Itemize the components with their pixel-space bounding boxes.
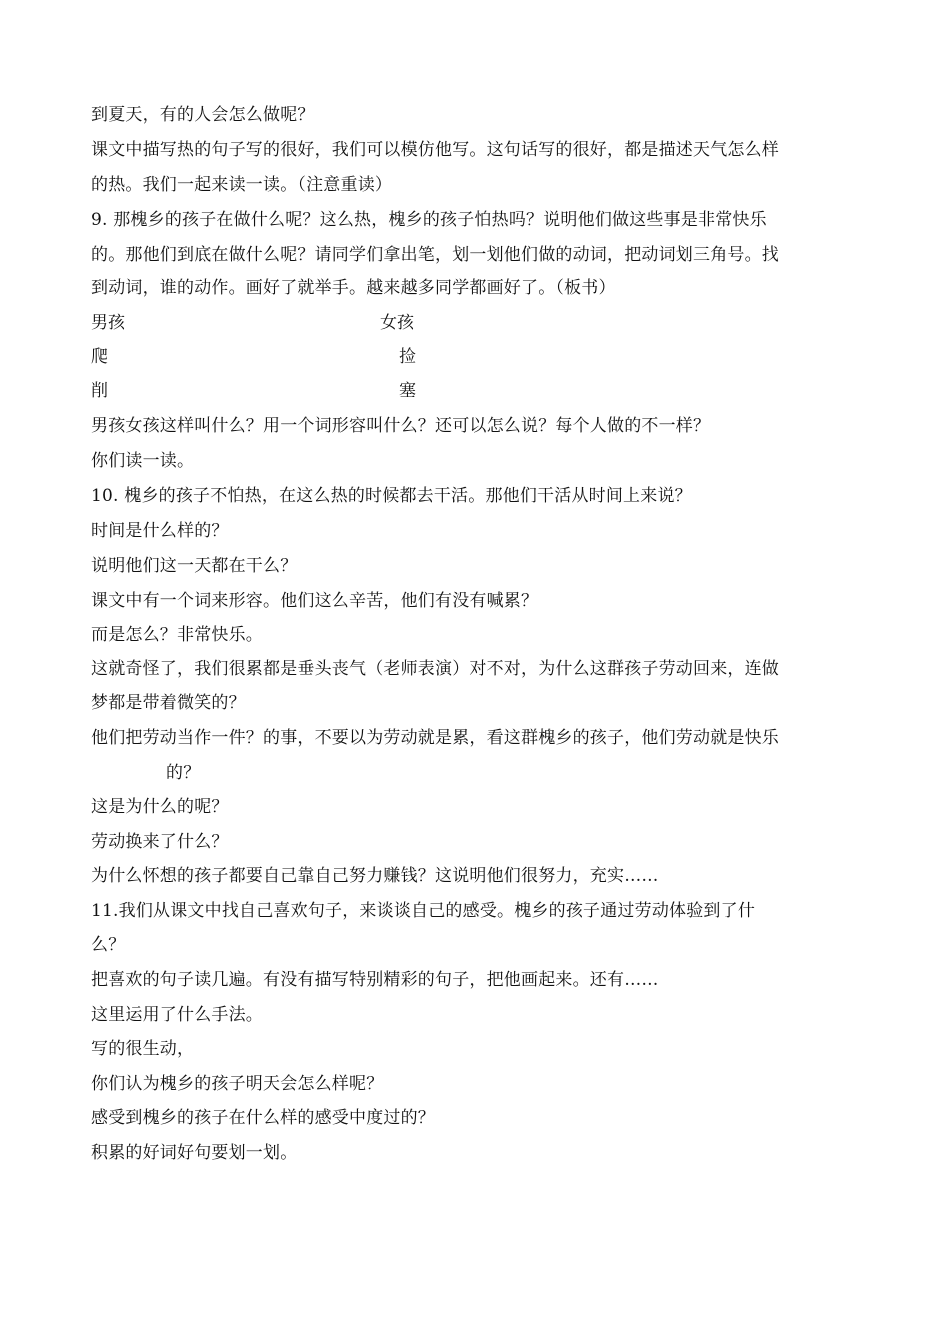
text-line: 10. 槐乡的孩子不怕热，在这么热的时候都去干活。那他们干活从时间上来说？ bbox=[91, 486, 692, 506]
text-line: 这里运用了什么手法。 bbox=[91, 1005, 263, 1025]
text-line: 你们认为槐乡的孩子明天会怎么样呢？ bbox=[91, 1074, 384, 1094]
text-line: 9. 那槐乡的孩子在做什么呢？这么热，槐乡的孩子怕热吗？说明他们做这些事是非常快乐 bbox=[91, 210, 767, 230]
text-line: 11.我们从课文中找自己喜欢句子，来谈谈自己的感受。槐乡的孩子通过劳动体验到了什 bbox=[91, 901, 756, 921]
board-verb-boy: 爬 bbox=[91, 347, 108, 367]
text-line: 而是怎么？非常快乐。 bbox=[91, 625, 263, 645]
text-line: 积累的好词好句要划一划。 bbox=[91, 1143, 298, 1163]
text-line: 时间是什么样的？ bbox=[91, 521, 229, 541]
board-verb-boy: 削 bbox=[91, 381, 108, 401]
text-line: 到动词，谁的动作。画好了就举手。越来越多同学都画好了。（板书） bbox=[91, 278, 616, 298]
board-verb-girl: 塞 bbox=[399, 381, 416, 401]
text-line: 感受到槐乡的孩子在什么样的感受中度过的？ bbox=[91, 1108, 435, 1128]
text-line: 课文中有一个词来形容。他们这么辛苦，他们有没有喊累？ bbox=[91, 591, 539, 611]
board-header-boy: 男孩 bbox=[91, 313, 125, 333]
text-line: 劳动换来了什么？ bbox=[91, 832, 229, 852]
text-line: 的。那他们到底在做什么呢？请同学们拿出笔，划一划他们做的动词，把动词划三角号。找 bbox=[91, 245, 779, 265]
text-line: 梦都是带着微笑的？ bbox=[91, 693, 246, 713]
text-line: 为什么怀想的孩子都要自己靠自己努力赚钱？这说明他们很努力，充实…… bbox=[91, 866, 659, 886]
text-line: 课文中描写热的句子写的很好，我们可以模仿他写。这句话写的很好，都是描述天气怎么样 bbox=[91, 140, 779, 160]
board-header-girl: 女孩 bbox=[380, 313, 414, 333]
board-verb-girl: 捡 bbox=[399, 347, 416, 367]
text-line: 的热。我们一起来读一读。（注意重读） bbox=[91, 175, 393, 195]
text-line: 你们读一读。 bbox=[91, 451, 195, 471]
text-line: 他们把劳动当作一件？的事，不要以为劳动就是累，看这群槐乡的孩子，他们劳动就是快乐 bbox=[91, 728, 779, 748]
text-line: 写的很生动， bbox=[91, 1039, 195, 1059]
text-line: 说明他们这一天都在干么？ bbox=[91, 556, 298, 576]
text-line: 这就奇怪了，我们很累都是垂头丧气（老师表演）对不对，为什么这群孩子劳动回来，连做 bbox=[91, 659, 779, 679]
text-line: 么？ bbox=[91, 935, 126, 955]
text-line: 到夏天，有的人会怎么做呢？ bbox=[91, 105, 315, 125]
text-line: 的？ bbox=[166, 763, 201, 783]
text-line: 把喜欢的句子读几遍。有没有描写特别精彩的句子，把他画起来。还有…… bbox=[91, 970, 659, 990]
text-line: 男孩女孩这样叫什么？用一个词形容叫什么？还可以怎么说？每个人做的不一样？ bbox=[91, 416, 711, 436]
text-line: 这是为什么的呢？ bbox=[91, 797, 229, 817]
